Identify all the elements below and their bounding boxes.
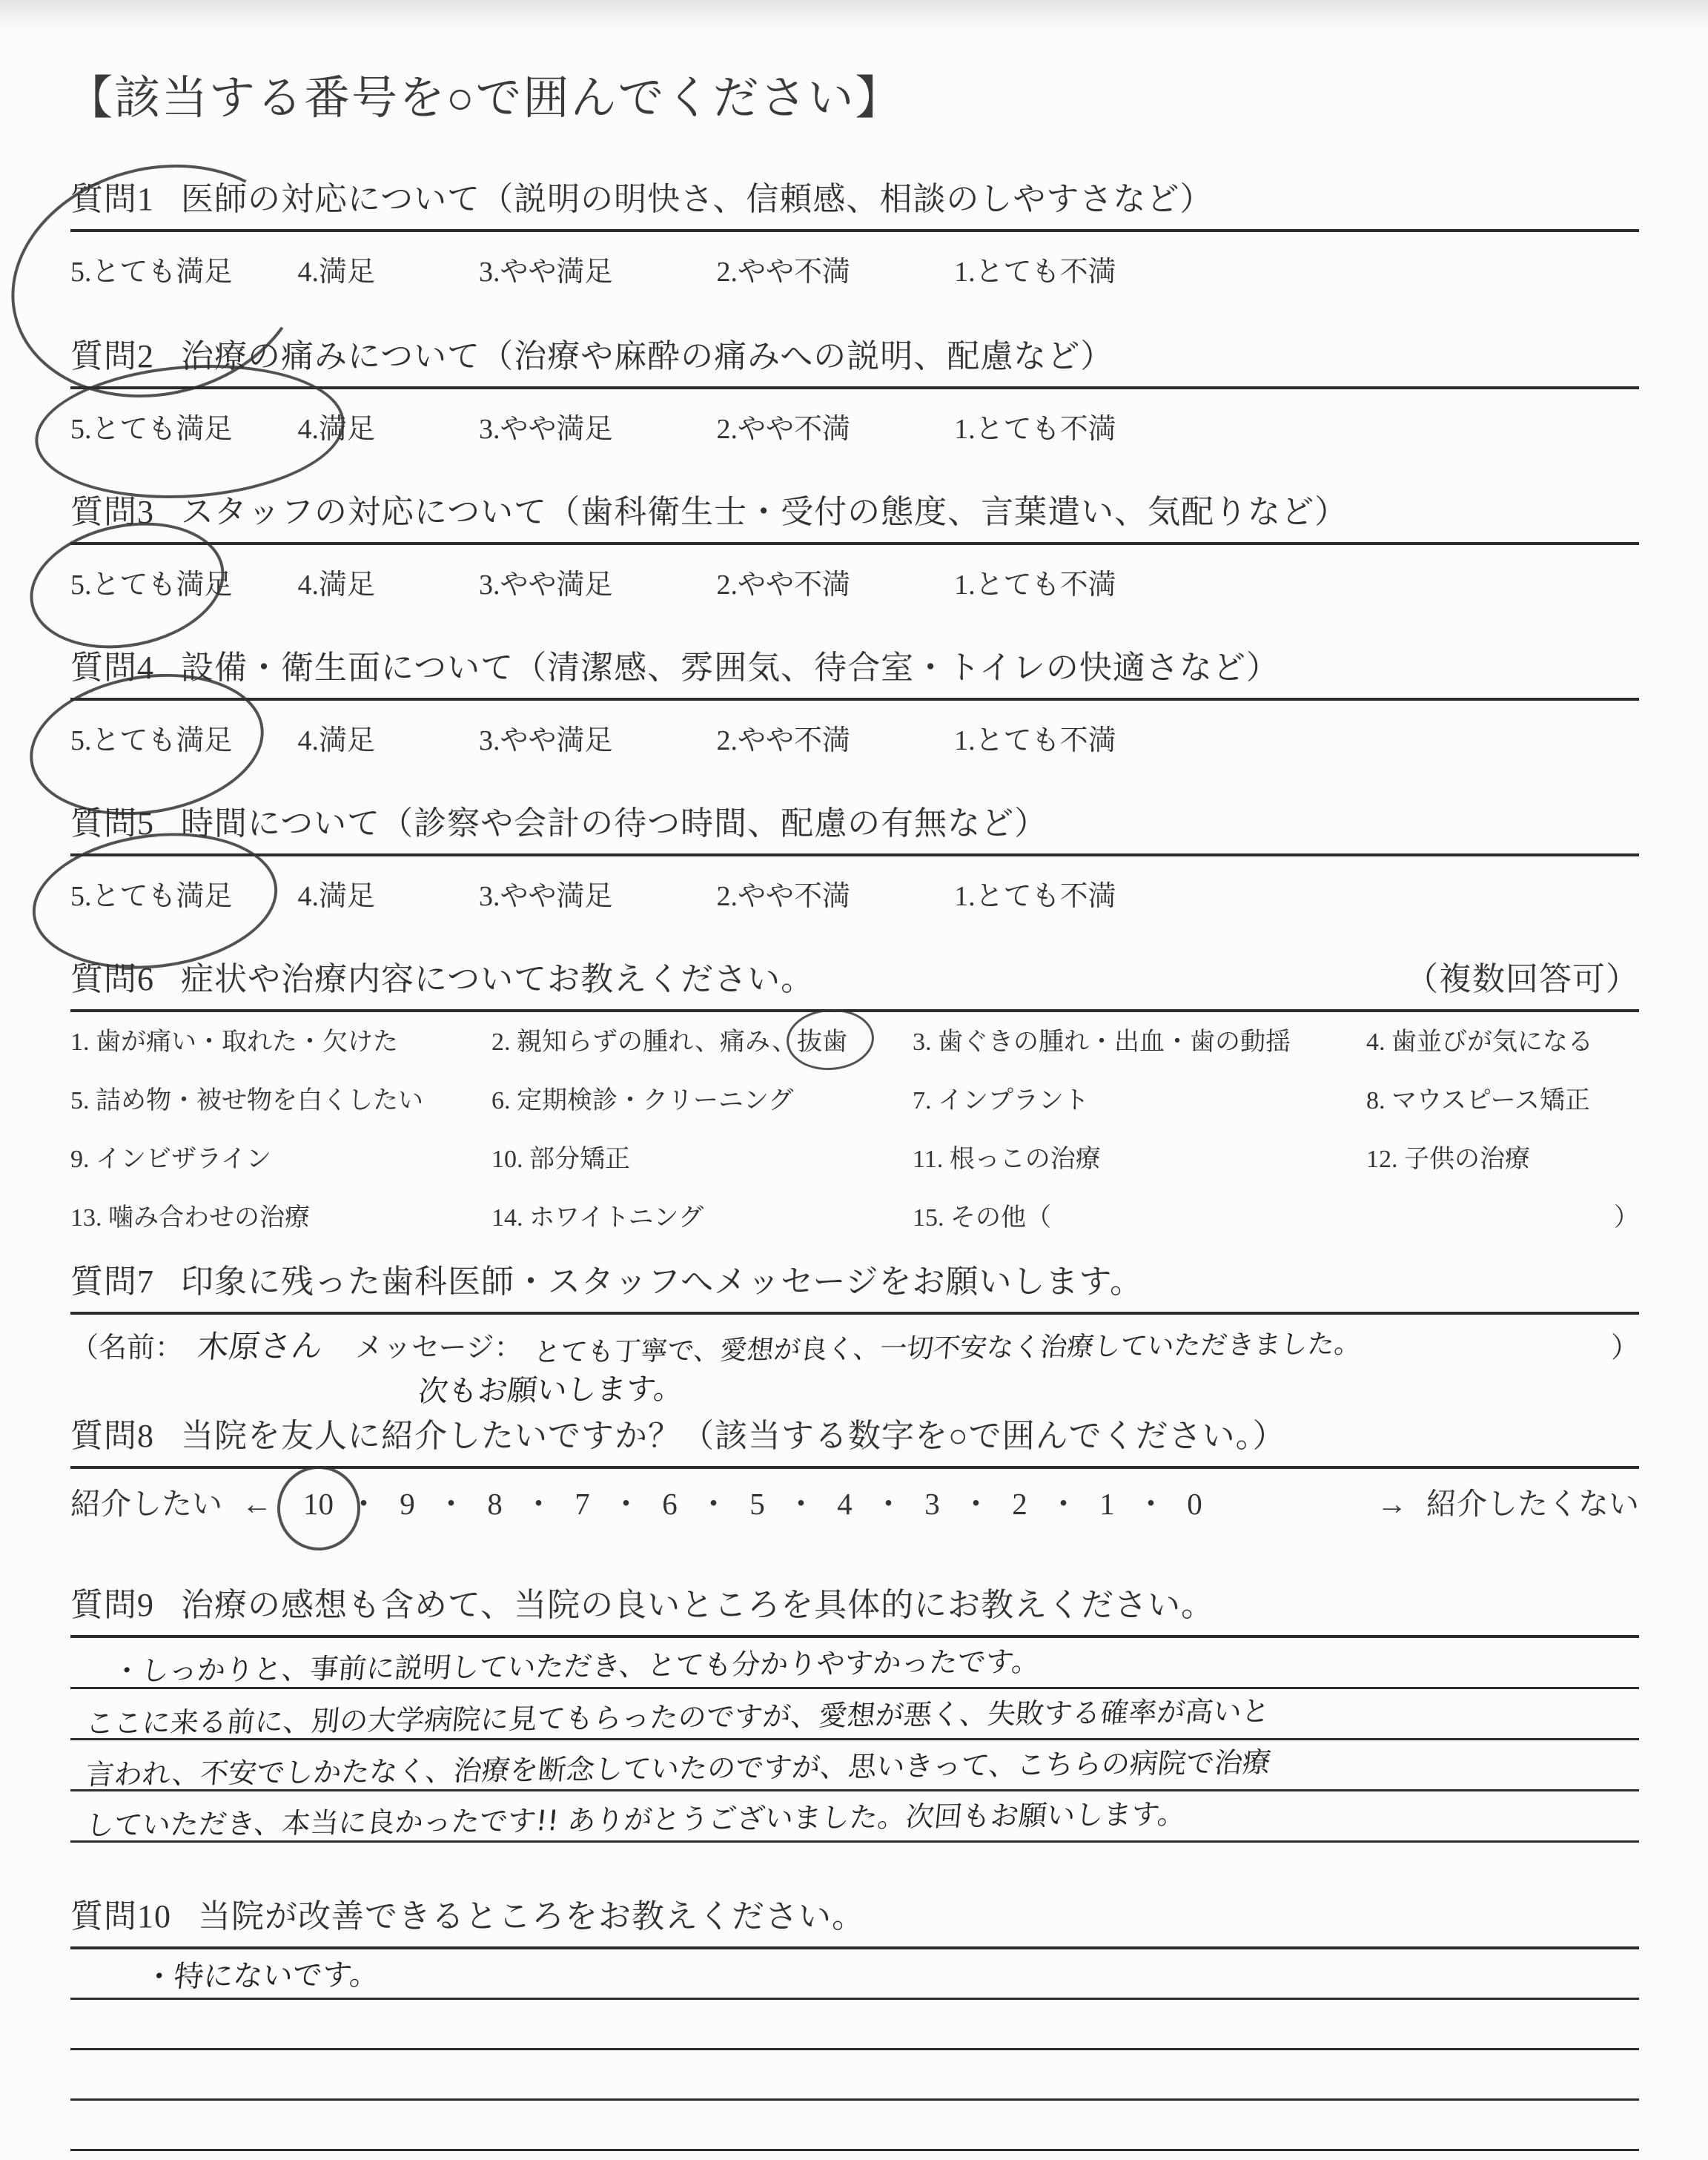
rating-option-3: 3.やや満足 — [479, 881, 613, 913]
rating-option-3: 3.やや満足 — [479, 725, 613, 757]
rating-option-3: 3.やや満足 — [479, 414, 613, 446]
symptom-option-3: 3. 歯ぐきの腫れ・出血・歯の動揺 — [913, 1028, 1291, 1057]
question-10-label: 質問10 — [70, 1898, 171, 1935]
handwriting-text: 言われ、不安でしかたなく、治療を断念していたのですが、思いきって、こちらの病院で治療 — [84, 1745, 1273, 1791]
handwritten-answer — [70, 1952, 380, 1998]
rating-option-5 — [70, 717, 233, 758]
handwriting-text: ・特にないです。 — [142, 1958, 381, 1995]
handwritten-line-4 — [70, 1797, 1188, 1842]
nps-scale — [70, 1479, 1639, 1523]
handwriting-text: ここに来る前に、別の大学病院に見てもらったのですが、愛想が悪く、失敗する確率が高いと — [84, 1694, 1271, 1740]
question-1-label: 質問1 — [70, 181, 154, 217]
symptom-option-15: 15. その他（ — [913, 1203, 1051, 1232]
question-6-label: 質問6 — [70, 961, 154, 997]
rating-option-1: 1.とても不満 — [954, 881, 1116, 913]
form-title: 【該当する番号を○で囲んでください】 — [67, 73, 903, 124]
divider — [70, 1009, 1639, 1012]
answer-line — [70, 1791, 1639, 1843]
symptom-option-10: 10. 部分矯正 — [491, 1145, 630, 1173]
rating-option-5-label: 5.とても満足 — [70, 257, 233, 288]
rating-option-1: 1.とても不満 — [954, 257, 1116, 288]
symptom-option-2 — [491, 1025, 913, 1060]
question-3-label: 質問3 — [70, 494, 154, 530]
question-5-label: 質問5 — [70, 805, 154, 842]
rating-option-5-label: 5.とても満足 — [70, 569, 233, 601]
question-4-text: 設備・衛生面について（清潔感、雰囲気、待合室・トイレの快適さなど） — [181, 650, 1280, 686]
symptom-option-9: 9. インビザライン — [70, 1145, 271, 1173]
rating-option-5-label: 5.とても満足 — [70, 414, 233, 446]
nps-scale-numbers: ・ 9 ・ 8 ・ 7 ・ 6 ・ 5 ・ 4 ・ 3 ・ 2 ・ 1 ・ 0 — [348, 1487, 1209, 1522]
question-8-text: 当院を友人に紹介したいですか？（該当する数字を○で囲んでください。） — [181, 1418, 1286, 1454]
divider — [70, 853, 1639, 856]
rating-option-5-label: 5.とても満足 — [70, 881, 233, 913]
left-arrow-icon: ← — [242, 1487, 272, 1522]
question-7-text: 印象に残った歯科医師・スタッフへメッセージをお願いします。 — [181, 1264, 1143, 1300]
rating-option-2: 2.やや不満 — [716, 725, 851, 757]
question-2-label: 質問2 — [70, 338, 154, 374]
question-2 — [70, 335, 1639, 446]
message-handwriting-1: とても丁寧で、愛想が良く、一切不安なく治療していただきました。 — [532, 1329, 1363, 1369]
nps-left-label: 紹介したい — [70, 1487, 222, 1522]
symptom-option-4: 4. 歯並びが気になる — [1366, 1028, 1593, 1057]
symptom-option-5: 5. 詰め物・被せ物を白くしたい — [70, 1087, 423, 1115]
symptom-options-grid — [70, 1025, 1639, 1235]
message-handwriting-2: 次もお願いします。 — [417, 1372, 685, 1410]
divider — [70, 386, 1639, 389]
rating-option-5 — [70, 406, 233, 446]
question-9-text: 治療の感想も含めて、当院の良いところを具体的にお教えください。 — [181, 1587, 1215, 1623]
rating-option-1: 1.とても不満 — [954, 414, 1116, 446]
question-6-text: 症状や治療内容についてお教えください。 — [181, 961, 815, 997]
question-4-label: 質問4 — [70, 650, 154, 686]
symptom-option-11: 11. 根っこの治療 — [913, 1145, 1101, 1173]
rating-option-5 — [70, 561, 233, 602]
question-1-text: 医師の対応について（説明の明快さ、信頼感、相談のしやすさなど） — [181, 181, 1214, 217]
question-1 — [70, 178, 1639, 289]
question-6 — [70, 958, 1639, 1235]
question-7 — [70, 1261, 1639, 1409]
handwritten-line-1 — [70, 1643, 1042, 1688]
question-8 — [70, 1415, 1639, 1523]
handwritten-line-3 — [70, 1745, 1271, 1789]
question-8-label: 質問8 — [70, 1418, 154, 1454]
question-5-text: 時間について（診察や会計の待つ時間、配慮の有無など） — [181, 805, 1048, 842]
rating-option-4: 4.満足 — [297, 881, 376, 913]
nps-selected-value — [297, 1486, 340, 1522]
divider — [70, 229, 1639, 232]
divider — [70, 542, 1639, 545]
rating-option-3: 3.やや満足 — [479, 569, 613, 601]
handwritten-line-2 — [70, 1694, 1269, 1738]
question-2-options — [70, 406, 1639, 446]
rating-option-3: 3.やや満足 — [479, 257, 613, 288]
rating-option-2: 2.やや不満 — [716, 569, 851, 601]
symptom-option-6: 6. 定期検診・クリーニング — [491, 1087, 794, 1115]
rating-option-4: 4.満足 — [297, 725, 376, 757]
rating-option-2: 2.やや不満 — [716, 414, 851, 446]
answer-line — [70, 2000, 1639, 2050]
rating-option-5-label: 5.とても満足 — [70, 725, 233, 757]
rating-option-4: 4.満足 — [297, 569, 376, 601]
answer-line — [70, 2050, 1639, 2101]
answer-line — [70, 1689, 1639, 1740]
rating-option-4: 4.満足 — [297, 414, 376, 446]
question-3-options — [70, 561, 1639, 602]
rating-option-4: 4.満足 — [297, 257, 376, 288]
divider — [70, 698, 1639, 701]
question-10-text: 当院が改善できるところをお教えください。 — [198, 1898, 865, 1935]
question-7-label: 質問7 — [70, 1264, 154, 1300]
symptom-option-8: 8. マウスピース矯正 — [1366, 1087, 1590, 1115]
handwriting-text: ・しっかりと、事前に説明していただき、とても分かりやすかったです。 — [110, 1645, 1042, 1688]
question-10 — [70, 1895, 1639, 2151]
message-value-line-1 — [532, 1327, 1363, 1369]
name-handwriting: 木原さん — [196, 1327, 325, 1366]
message-field-label: メッセージ： — [355, 1332, 523, 1364]
answer-line — [70, 2101, 1639, 2151]
question-4-options — [70, 717, 1639, 758]
symptom-option-13: 13. 噛み合わせの治療 — [70, 1203, 310, 1232]
symptom-option-12: 12. 子供の治療 — [1366, 1145, 1530, 1173]
handwriting-text: していただき、本当に良かったです!! ありがとうございました。次回もお願いします。 — [84, 1797, 1188, 1842]
divider — [70, 1466, 1639, 1469]
rating-option-5 — [70, 248, 233, 289]
name-field-label: （名前： — [70, 1332, 184, 1364]
question-5 — [70, 802, 1639, 914]
rating-option-2: 2.やや不満 — [716, 881, 851, 913]
symptom-option-2-text: 2. 親知らずの腫れ、痛み、 — [491, 1028, 798, 1057]
other-close-paren: ） — [1614, 1203, 1639, 1232]
symptom-option-14: 14. ホワイトニング — [491, 1203, 704, 1232]
answer-line — [70, 1638, 1639, 1689]
rating-option-2: 2.やや不満 — [716, 257, 851, 288]
rating-option-5 — [70, 873, 233, 914]
right-arrow-icon: → — [1377, 1487, 1407, 1522]
message-close-paren: ） — [1610, 1332, 1639, 1364]
question-3-text: スタッフの対応について（歯科衛生士・受付の態度、言葉遣い、気配りなど） — [181, 494, 1348, 530]
answer-line — [70, 1949, 1639, 2000]
question-5-options — [70, 873, 1639, 914]
name-field-value — [196, 1322, 325, 1367]
message-value-line-2 — [419, 1367, 1639, 1409]
question-4 — [70, 647, 1639, 758]
question-9-label: 質問9 — [70, 1587, 154, 1623]
symptom-option-2-circled: 抜歯 — [797, 1028, 848, 1057]
question-2-text: 治療の痛みについて（治療や麻酔の痛みへの説明、配慮など） — [181, 338, 1114, 374]
divider — [70, 1312, 1639, 1315]
question-6-note: （複数回答可） — [1406, 961, 1639, 997]
rating-option-1: 1.とても不満 — [954, 725, 1116, 757]
scan-edge-shadow — [0, 0, 1708, 31]
question-3 — [70, 491, 1639, 602]
nps-right-label: 紹介したくない — [1426, 1487, 1639, 1522]
symptom-option-1: 1. 歯が痛い・取れた・欠けた — [70, 1028, 398, 1057]
question-9 — [70, 1584, 1639, 1843]
rating-option-1: 1.とても不満 — [954, 569, 1116, 601]
question-1-options — [70, 248, 1639, 289]
nps-value-10: 10 — [303, 1487, 334, 1522]
symptom-option-7: 7. インプラント — [913, 1087, 1089, 1115]
answer-line — [70, 1740, 1639, 1791]
